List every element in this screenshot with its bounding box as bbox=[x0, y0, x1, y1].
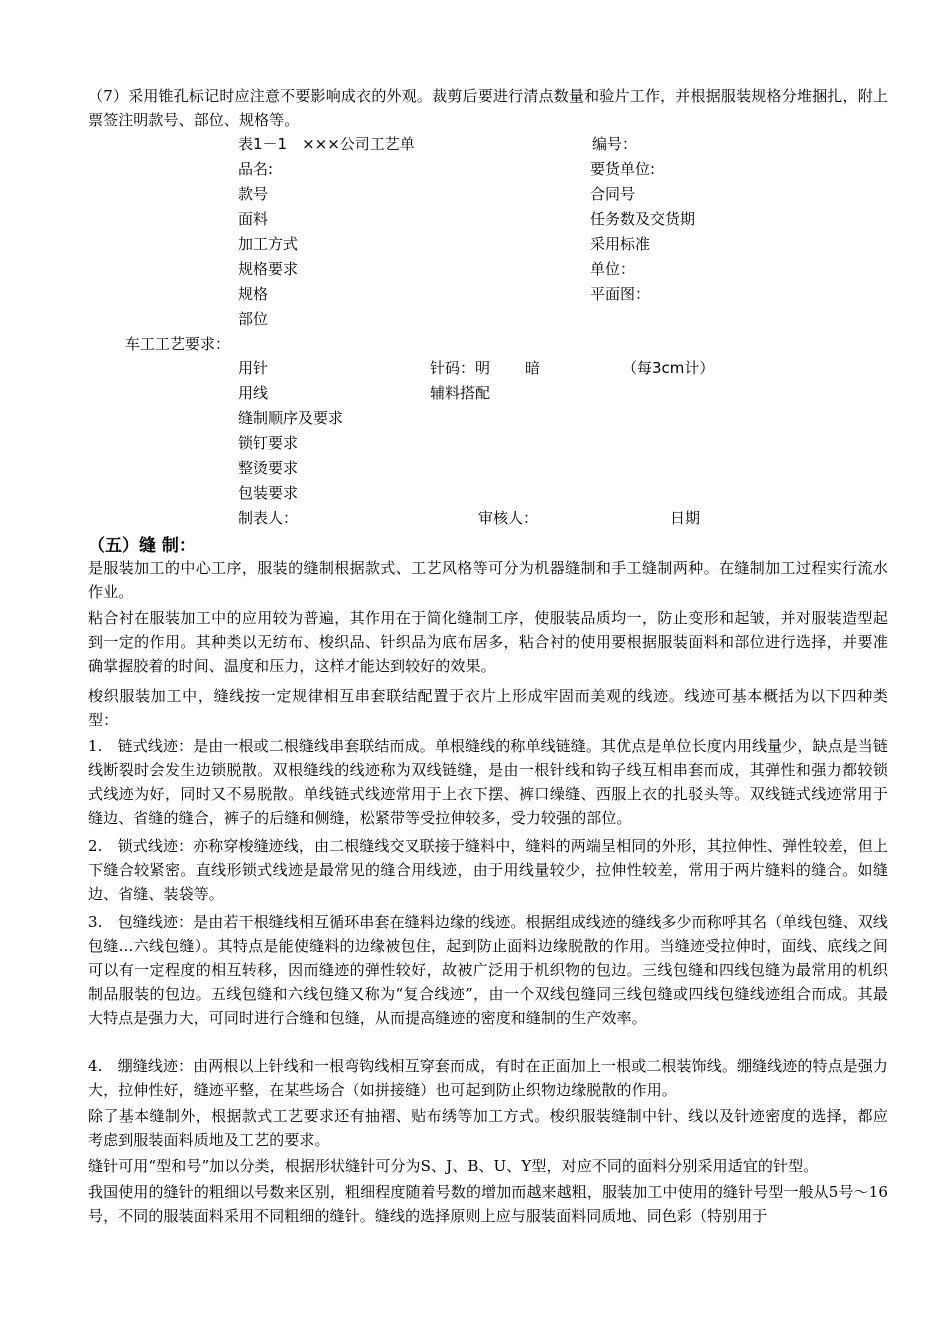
form-part: 部位 bbox=[238, 310, 269, 328]
form-thread: 用线 bbox=[238, 384, 269, 402]
intro-paragraph: （7）采用锥孔标记时应注意不要影响成衣的外观。裁剪后要进行清点数量和验片工作，并根据服装规格分堆捆扎，附上票签注明款号、部位、规格等。 bbox=[88, 87, 888, 129]
form-fabric: 面料 bbox=[238, 210, 269, 228]
form-sewing-req: 车工工艺要求： bbox=[125, 335, 231, 353]
form-stitch-dark: 暗 bbox=[525, 359, 541, 377]
form-plan-view: 平面图： bbox=[590, 285, 651, 303]
list-item-chain-stitch: 1. 链式线迹：是由一根或二根缝线串套联结而成。单根缝线的称单线链缝。其优点是单位长度内用线量少，缺点是当链线断裂时会发生边锁脱散。双根缝线的线迹称为双线链缝，是由一根针线和钩子线互相串套而成，其弹性和强力都较锁式线迹为好，同时又不易脱散。单线链式线迹常用于上衣下摆、裤口缲缝、西服上衣的扎驳头等。双线链式线迹常用于缝边、省缝的缝合，裤子的后缝和侧缝，松紧带等受拉伸较多，受力较强的部位。 bbox=[88, 737, 888, 827]
form-maker: 制表人： bbox=[238, 509, 299, 527]
form-processing: 加工方式 bbox=[238, 235, 299, 253]
form-number-label: 编号： bbox=[592, 135, 638, 153]
form-per-3cm: （每3cm计） bbox=[622, 359, 715, 377]
list-item-overlock-stitch: 3. 包缝线迹：是由若干根缝线相互循环串套在缝料边缘的线迹。根据组成线迹的缝线多少而称呼其名（单线包缝、双线包缝…六线包缝）。其特点是能使缝料的边缘被包住，起到防止面料边缘脱散的作用。当缝迹受拉伸时，面线、底线之间可以有一定程度的相互转移，因而缝迹的弹性较好，故被广泛用于机织物的包边。三线包缝和四线包缝为最常用的机织制品服装的包边。五线包缝和六线包缝又称为“复合线迹”，由一个双线包缝同三线包缝或四线包缝线迹组合而成。其最大特点是强力大，可同时进行合缝和包缝，从而提高缝迹的密度和缝制的生产效率。 bbox=[88, 913, 888, 1027]
form-pack-req: 包装要求 bbox=[238, 484, 299, 502]
form-spec: 规格 bbox=[238, 285, 269, 303]
form-accessories: 辅料搭配 bbox=[430, 384, 491, 402]
body-paragraph: 除了基本缝制外，根据款式工艺要求还有抽褶、贴布绣等加工方式。梭织服装缝制中针、线以及针迹密度的选择，都应考虑到服装面料质地及工艺的要求。 bbox=[88, 1107, 888, 1149]
form-reviewer: 审核人： bbox=[478, 509, 539, 527]
body-paragraph: 梭织服装加工中，缝线按一定规律相互串套联结配置于衣片上形成牢固而美观的线迹。线迹可基本概括为以下四种类型： bbox=[88, 687, 888, 729]
form-title: 表1－1 ×××公司工艺单 bbox=[238, 135, 415, 153]
form-sew-order: 缝制顺序及要求 bbox=[238, 409, 344, 427]
form-date: 日期 bbox=[670, 509, 701, 527]
section-heading: （五）缝 制： bbox=[88, 536, 196, 556]
body-paragraph: 粘合衬在服装加工中的应用较为普遍，其作用在于简化缝制工序，使服装品质均一，防止变形和起皱，并对服装造型起到一定的作用。其种类以无纺布、梭织品、针织品为底布居多，粘合衬的使用要根据服装面料和部位进行选择，并要准确掌握胶着的时间、温度和压力，这样才能达到较好的效果。 bbox=[88, 609, 888, 675]
form-lock-req: 锁钉要求 bbox=[238, 434, 299, 452]
body-paragraph: 是服装加工的中心工序，服装的缝制根据款式、工艺风格等可分为机器缝制和手工缝制两种。在缝制加工过程实行流水作业。 bbox=[88, 559, 888, 601]
body-paragraph: 我国使用的缝针的粗细以号数来区别，粗细程度随着号数的增加而越来越粗，服装加工中使用的缝针号型一般从5号～16号，不同的服装面料采用不同粗细的缝针。缝线的选择原则上应与服装面料同质地、同色彩（特别用于 bbox=[88, 1183, 888, 1225]
form-spec-req: 规格要求 bbox=[238, 260, 299, 278]
form-unit: 单位： bbox=[590, 260, 636, 278]
form-product-name: 品名: bbox=[238, 160, 274, 178]
form-needle: 用针 bbox=[238, 359, 269, 377]
form-style-no: 款号 bbox=[238, 185, 269, 203]
form-contract-no: 合同号 bbox=[590, 185, 636, 203]
form-order-unit: 要货单位: bbox=[590, 160, 656, 178]
list-item-cover-stitch: 4. 绷缝线迹：由两根以上针线和一根弯钩线相互穿套而成，有时在正面加上一根或二根装饰线。绷缝线迹的特点是强力大，拉伸性好，缝迹平整，在某些场合（如拼接缝）也可起到防止织物边缘脱散的作用。 bbox=[88, 1057, 888, 1099]
list-item-lock-stitch: 2. 锁式线迹：亦称穿梭缝迹线，由二根缝线交叉联接于缝料中，缝料的两端呈相同的外形，其拉伸性、弹性较差，但上下缝合较紧密。直线形锁式线迹是最常见的缝合用线迹，由于用线量较少，拉伸性较差，常用于两片缝料的缝合。如缝边、省缝、装袋等。 bbox=[88, 837, 888, 903]
form-task-qty: 任务数及交货期 bbox=[590, 210, 696, 228]
form-stitch-code: 针码：明 bbox=[430, 359, 491, 377]
form-standard: 采用标准 bbox=[590, 235, 651, 253]
form-iron-req: 整烫要求 bbox=[238, 459, 299, 477]
body-paragraph: 缝针可用“型和号”加以分类，根据形状缝针可分为S、J、B、U、Y型，对应不同的面料分别采用适宜的针型。 bbox=[88, 1157, 819, 1175]
